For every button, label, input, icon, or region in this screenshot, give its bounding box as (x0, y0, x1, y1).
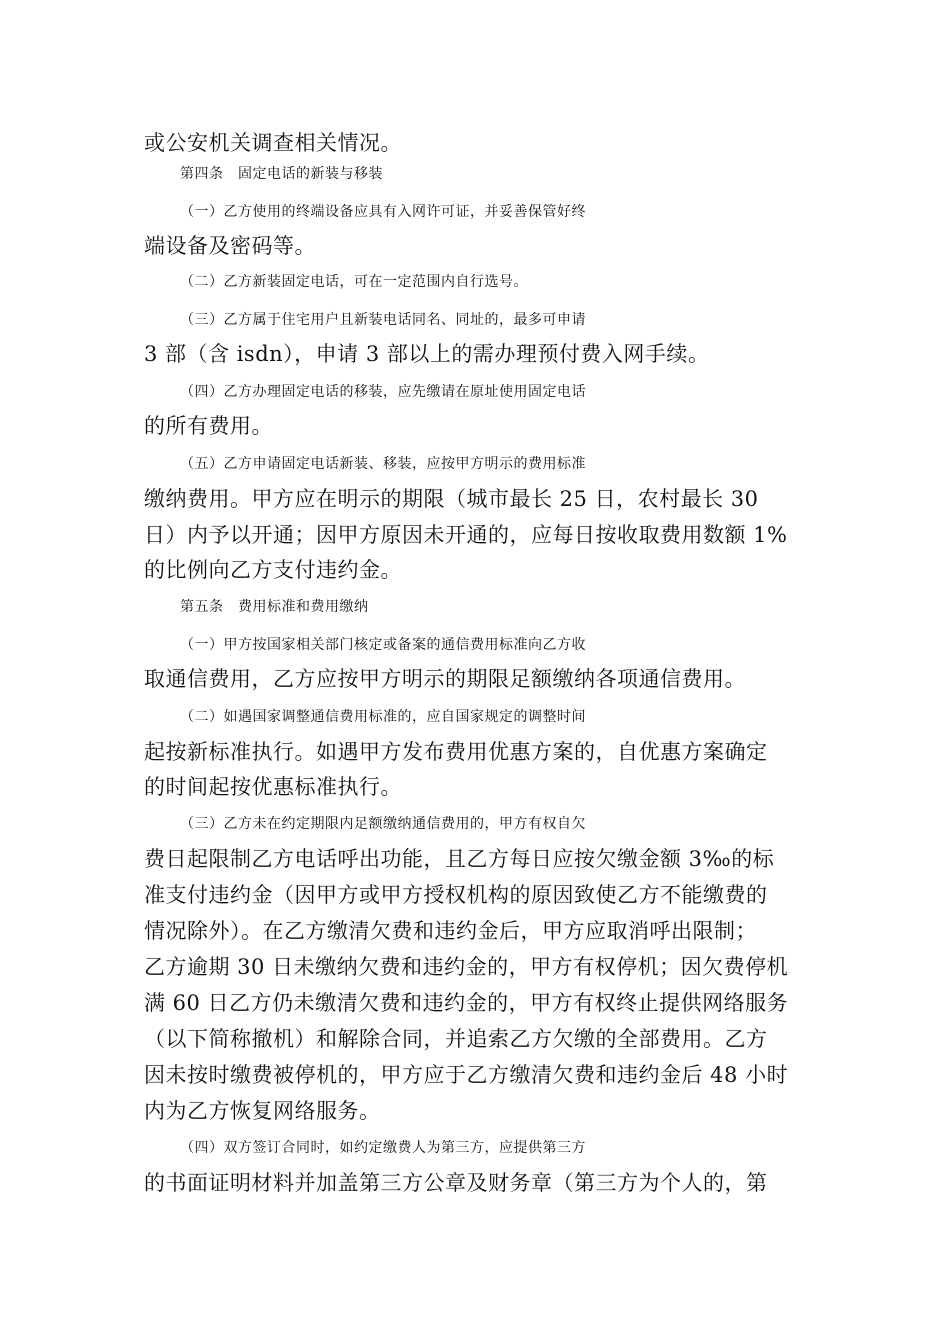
text-line: （五）乙方申请固定电话新装、移装，应按甲方明示的费用标准 (180, 456, 586, 472)
section-heading: 第四条 固定电话的新装与移装 (180, 166, 383, 182)
text-line: 满 60 日乙方仍未缴清欠费和违约金的，甲方有权终止提供网络服务 (144, 991, 789, 1015)
text-line: 的书面证明材料并加盖第三方公章及财务章（第三方为个人的，第 (144, 1171, 768, 1195)
text-line: 或公安机关调查相关情况。 (144, 131, 402, 155)
text-line: 内为乙方恢复网络服务。 (144, 1099, 381, 1123)
text-line: 因未按时缴费被停机的，甲方应于乙方缴清欠费和违约金后 48 小时 (144, 1063, 789, 1087)
text-line: 乙方逾期 30 日未缴纳欠费和违约金的，甲方有权停机；因欠费停机 (144, 955, 789, 979)
section-heading: 第五条 费用标准和费用缴纳 (180, 599, 369, 615)
text-line: （二）乙方新装固定电话，可在一定范围内自行选号。 (180, 274, 528, 290)
text-line: 3 部（含 isdn），申请 3 部以上的需办理预付费入网手续。 (144, 342, 710, 366)
text-line: （四）乙方办理固定电话的移装，应先缴请在原址使用固定电话 (180, 384, 586, 400)
text-line: 端设备及密码等。 (144, 234, 316, 258)
text-line: （四）双方签订合同时，如约定缴费人为第三方，应提供第三方 (180, 1140, 586, 1156)
text-line: 的时间起按优惠标准执行。 (144, 775, 402, 799)
text-line: （三）乙方未在约定期限内足额缴纳通信费用的，甲方有权自欠 (180, 816, 586, 832)
text-line: 费日起限制乙方电话呼出功能，且乙方每日应按欠缴金额 3‰的标 (144, 847, 775, 871)
text-line: 日）内予以开通；因甲方原因未开通的，应每日按收取费用数额 1% (144, 523, 788, 547)
text-line: （三）乙方属于住宅用户且新装电话同名、同址的，最多可申请 (180, 312, 586, 328)
text-line: （二）如遇国家调整通信费用标准的，应自国家规定的调整时间 (180, 709, 586, 725)
text-line: 取通信费用，乙方应按甲方明示的期限足额缴纳各项通信费用。 (144, 667, 746, 691)
text-line: 缴纳费用。甲方应在明示的期限（城市最长 25 日，农村最长 30 (144, 487, 759, 511)
text-line: 准支付违约金（因甲方或甲方授权机构的原因致使乙方不能缴费的 (144, 883, 768, 907)
text-line: （以下简称撤机）和解除合同，并追索乙方欠缴的全部费用。乙方 (144, 1027, 768, 1051)
text-line: 的所有费用。 (144, 414, 273, 438)
text-line: 的比例向乙方支付违约金。 (144, 558, 402, 582)
text-line: 起按新标准执行。如遇甲方发布费用优惠方案的，自优惠方案确定 (144, 740, 768, 764)
text-line: 情况除外）。在乙方缴清欠费和违约金后，甲方应取消呼出限制； (144, 919, 757, 943)
text-line: （一）乙方使用的终端设备应具有入网许可证，并妥善保管好终 (180, 204, 586, 220)
text-line: （一）甲方按国家相关部门核定或备案的通信费用标准向乙方收 (180, 637, 586, 653)
